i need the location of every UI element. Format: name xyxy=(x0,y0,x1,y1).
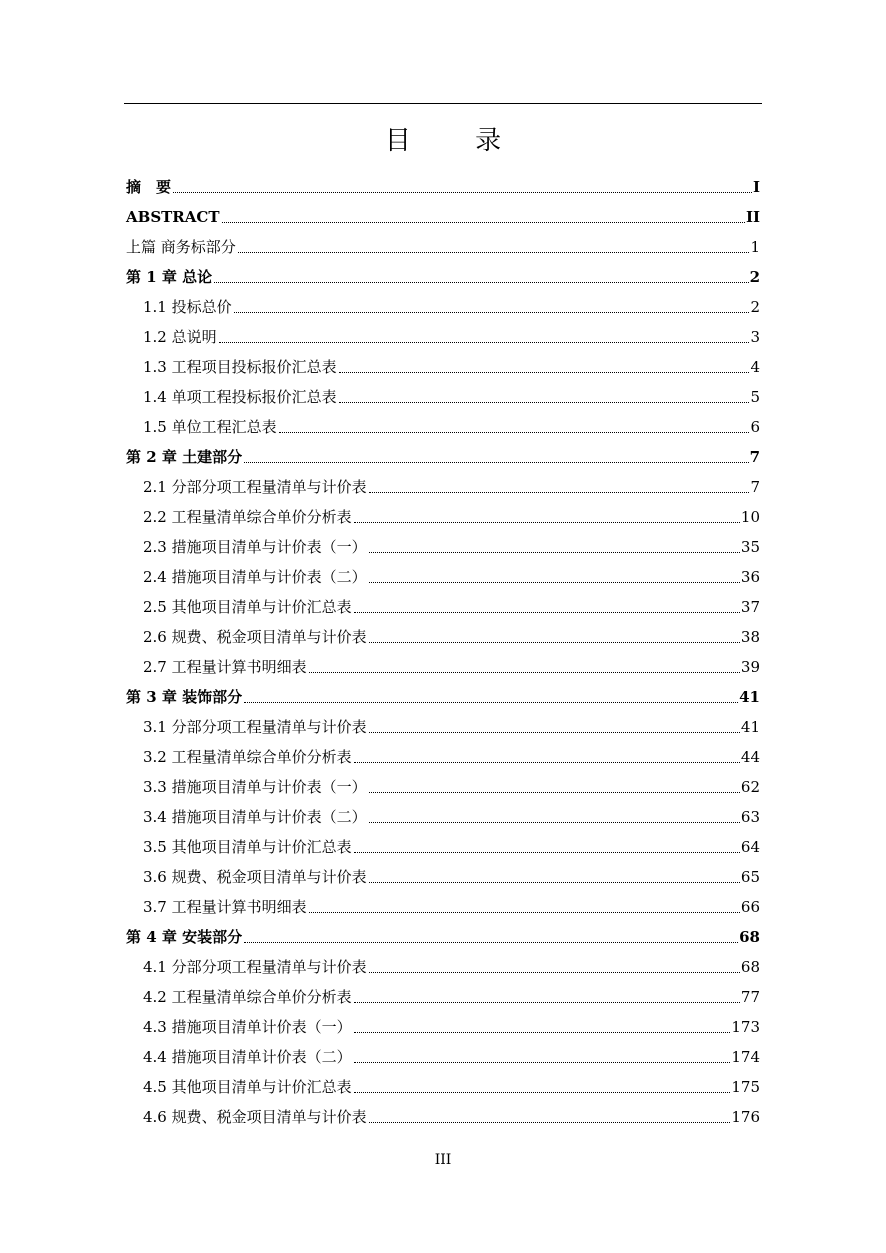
toc-entry-label: 2.5 其他项目清单与计价汇总表 xyxy=(143,598,352,616)
toc-dot-leader xyxy=(173,192,752,193)
toc-dot-leader xyxy=(214,282,748,283)
toc-entry[interactable] xyxy=(126,322,760,352)
toc-dot-leader xyxy=(369,492,750,493)
toc-entry-label: 2.1 分部分项工程量清单与计价表 xyxy=(143,478,367,496)
toc-entry[interactable] xyxy=(126,712,760,742)
toc-entry[interactable] xyxy=(126,1012,760,1042)
toc-entry-label: 1.1 投标总价 xyxy=(143,298,232,316)
toc-entry-page: 175 xyxy=(731,1078,760,1096)
toc-entry[interactable] xyxy=(126,1072,760,1102)
toc-entry[interactable] xyxy=(126,802,760,832)
toc-entry-label: 上篇 商务标部分 xyxy=(126,238,236,256)
toc-entry-label: 第 1 章 总论 xyxy=(126,268,213,286)
toc-entry-page: 174 xyxy=(731,1048,760,1066)
toc-entry-page: 68 xyxy=(740,958,760,976)
toc-dot-leader xyxy=(234,312,750,313)
page-number: III xyxy=(434,1152,452,1168)
toc-entry-page: 65 xyxy=(740,868,760,886)
toc-entry[interactable] xyxy=(126,592,760,622)
toc-entry-page: 3 xyxy=(750,328,760,346)
toc-entry-page: 1 xyxy=(750,238,760,256)
toc-entry-label: 1.3 工程项目投标报价汇总表 xyxy=(143,358,337,376)
toc-entry-label: 3.4 措施项目清单与计价表（二） xyxy=(143,808,367,826)
toc-entry[interactable] xyxy=(126,412,760,442)
toc-entry-label: 3.2 工程量清单综合单价分析表 xyxy=(143,748,352,766)
toc-dot-leader xyxy=(309,912,740,913)
toc-dot-leader xyxy=(369,552,740,553)
toc-entry[interactable] xyxy=(126,172,760,202)
toc-entry-label: 4.1 分部分项工程量清单与计价表 xyxy=(143,958,367,976)
toc-dot-leader xyxy=(354,1092,731,1093)
toc-dot-leader xyxy=(279,432,750,433)
toc-entry[interactable] xyxy=(126,292,760,322)
toc-entry-label: 第 3 章 装饰部分 xyxy=(126,688,243,706)
toc-entry-label: 第 2 章 土建部分 xyxy=(126,448,243,466)
toc-dot-leader xyxy=(339,402,750,403)
toc-entry-page: 37 xyxy=(740,598,760,616)
toc-entry-label: 3.5 其他项目清单与计价汇总表 xyxy=(143,838,352,856)
toc-dot-leader xyxy=(354,522,740,523)
toc-entry[interactable] xyxy=(126,952,760,982)
toc-dot-leader xyxy=(369,972,740,973)
toc-entry-page: 66 xyxy=(740,898,760,916)
toc-entry[interactable] xyxy=(126,442,760,472)
toc-entry[interactable] xyxy=(126,742,760,772)
toc-dot-leader xyxy=(219,342,750,343)
toc-entry-label: 3.7 工程量计算书明细表 xyxy=(143,898,307,916)
toc-entry-page: 5 xyxy=(750,388,760,406)
toc-entry-page: 176 xyxy=(731,1108,760,1126)
toc-dot-leader xyxy=(354,1002,740,1003)
toc-entry-page: 36 xyxy=(740,568,760,586)
toc-entry-page: 10 xyxy=(740,508,760,526)
toc-entry[interactable] xyxy=(126,232,760,262)
toc-entry-label: 2.3 措施项目清单与计价表（一） xyxy=(143,538,367,556)
toc-entry-page: 38 xyxy=(740,628,760,646)
header-rule xyxy=(124,103,762,104)
toc-entry-page: 7 xyxy=(750,478,760,496)
toc-dot-leader xyxy=(354,1032,731,1033)
toc-dot-leader xyxy=(309,672,740,673)
toc-entry-page: 68 xyxy=(739,928,760,946)
toc-entry[interactable] xyxy=(126,832,760,862)
toc-entry-page: II xyxy=(745,208,760,226)
toc-entry-label: 1.5 单位工程汇总表 xyxy=(143,418,277,436)
toc-dot-leader xyxy=(354,762,740,763)
toc-dot-leader xyxy=(354,1062,731,1063)
toc-entry-page: 41 xyxy=(740,718,760,736)
toc-dot-leader xyxy=(244,702,738,703)
toc-entry-page: 7 xyxy=(749,448,760,466)
toc-entry-page: 63 xyxy=(740,808,760,826)
toc-entry-label: 4.3 措施项目清单计价表（一） xyxy=(143,1018,352,1036)
toc-dot-leader xyxy=(369,792,740,793)
toc-entry-page: 2 xyxy=(749,268,760,286)
toc-entry[interactable] xyxy=(126,1042,760,1072)
toc-title: 目 录 xyxy=(384,126,530,156)
toc-dot-leader xyxy=(369,822,740,823)
toc-entry-page: 2 xyxy=(750,298,760,316)
toc-dot-leader xyxy=(369,882,740,883)
toc-entry[interactable] xyxy=(126,532,760,562)
toc-entry-page: 44 xyxy=(740,748,760,766)
toc-dot-leader xyxy=(244,942,738,943)
toc-dot-leader xyxy=(354,852,740,853)
toc-entry-page: 41 xyxy=(739,688,760,706)
toc-entry[interactable] xyxy=(126,382,760,412)
toc-dot-leader xyxy=(369,582,740,583)
toc-entry-label: 1.2 总说明 xyxy=(143,328,217,346)
toc-entry-label: 4.4 措施项目清单计价表（二） xyxy=(143,1048,352,1066)
toc-entry[interactable] xyxy=(126,352,760,382)
toc-entry-page: 4 xyxy=(750,358,760,376)
toc-entry-label: 1.4 单项工程投标报价汇总表 xyxy=(143,388,337,406)
toc-entry-label: 摘 要 xyxy=(126,178,172,196)
toc-entry-page: 35 xyxy=(740,538,760,556)
toc-dot-leader xyxy=(222,222,745,223)
toc-entry[interactable] xyxy=(126,682,760,712)
toc-entry[interactable] xyxy=(126,772,760,802)
toc-dot-leader xyxy=(369,642,740,643)
toc-entry-label: 2.2 工程量清单综合单价分析表 xyxy=(143,508,352,526)
toc-dot-leader xyxy=(369,1122,731,1123)
toc-entry[interactable] xyxy=(126,622,760,652)
toc-entry-label: 3.1 分部分项工程量清单与计价表 xyxy=(143,718,367,736)
toc-dot-leader xyxy=(339,372,750,373)
toc-entry[interactable] xyxy=(126,982,760,1012)
toc-entry[interactable] xyxy=(126,652,760,682)
toc-entry-page: 6 xyxy=(750,418,760,436)
toc-entry-label: 4.2 工程量清单综合单价分析表 xyxy=(143,988,352,1006)
toc-entry-page: 173 xyxy=(731,1018,760,1036)
toc-entry[interactable] xyxy=(126,892,760,922)
toc-dot-leader xyxy=(354,612,740,613)
toc-entry-label: 2.7 工程量计算书明细表 xyxy=(143,658,307,676)
toc-entry[interactable] xyxy=(126,922,760,952)
toc-entry-label: 4.5 其他项目清单与计价汇总表 xyxy=(143,1078,352,1096)
toc-entry[interactable] xyxy=(126,202,760,232)
toc-entry-label: ABSTRACT xyxy=(126,208,220,226)
toc-entry[interactable] xyxy=(126,502,760,532)
toc-entry[interactable] xyxy=(126,562,760,592)
toc-entry[interactable] xyxy=(126,1102,760,1132)
toc-entry-label: 4.6 规费、税金项目清单与计价表 xyxy=(143,1108,367,1126)
toc-entry-page: I xyxy=(752,178,760,196)
toc-dot-leader xyxy=(369,732,740,733)
toc-entry-label: 3.3 措施项目清单与计价表（一） xyxy=(143,778,367,796)
toc-entry-page: 39 xyxy=(740,658,760,676)
toc-entry[interactable] xyxy=(126,472,760,502)
toc-entry-label: 2.6 规费、税金项目清单与计价表 xyxy=(143,628,367,646)
toc-entry-page: 64 xyxy=(740,838,760,856)
toc-entry-label: 3.6 规费、税金项目清单与计价表 xyxy=(143,868,367,886)
toc-entry-page: 62 xyxy=(740,778,760,796)
toc-entry-label: 2.4 措施项目清单与计价表（二） xyxy=(143,568,367,586)
toc-entry-label: 第 4 章 安装部分 xyxy=(126,928,243,946)
toc-entry[interactable] xyxy=(126,262,760,292)
toc-list xyxy=(126,172,760,1132)
toc-entry-page: 77 xyxy=(740,988,760,1006)
toc-dot-leader xyxy=(238,252,750,253)
toc-dot-leader xyxy=(244,462,748,463)
toc-entry[interactable] xyxy=(126,862,760,892)
